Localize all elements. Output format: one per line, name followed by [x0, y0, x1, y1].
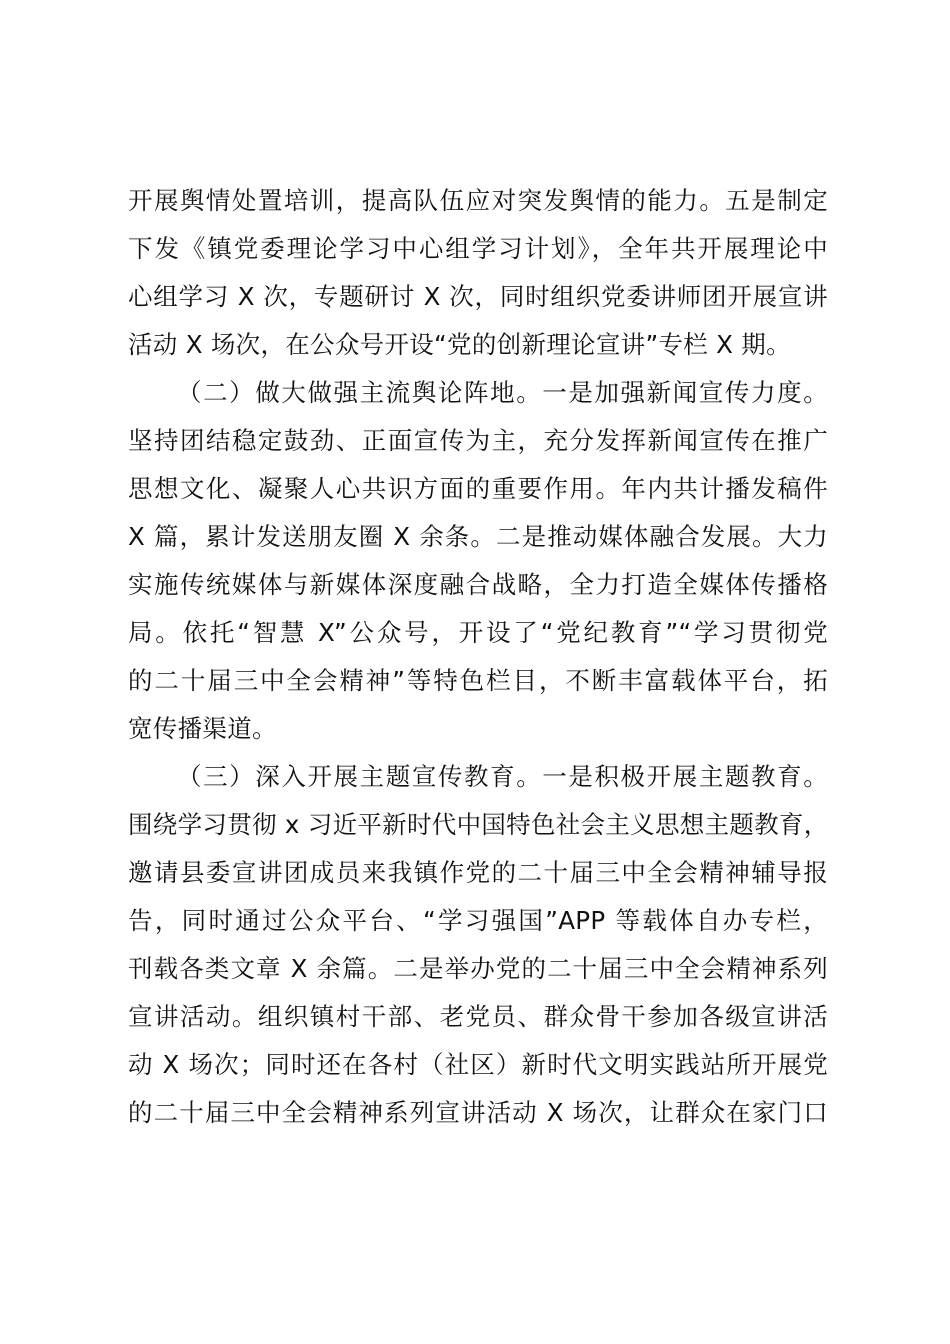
text-line: 刊载各类文章 X 余篇。二是举办党的二十届三中全会精神系列 — [128, 954, 828, 983]
text-line: 告，同时通过公众平台、“学习强国”APP 等载体自办专栏， — [128, 906, 828, 935]
text-line: 宽传播渠道。 — [128, 714, 277, 743]
text-line: 开展舆情处置培训，提高队伍应对突发舆情的能力。五是制定 — [128, 186, 828, 215]
text-line: 局。依托“智慧 X”公众号，开设了“党纪教育”“学习贯彻党 — [128, 618, 828, 647]
text-line: 坚持团结稳定鼓劲、正面宣传为主，充分发挥新闻宣传在推广 — [128, 426, 828, 455]
text-line: 下发《镇党委理论学习中心组学习计划》，全年共开展理论中 — [128, 234, 828, 263]
text-line: 邀请县委宣讲团成员来我镇作党的二十届三中全会精神辅导报 — [128, 858, 828, 887]
text-line: 思想文化、凝聚人心共识方面的重要作用。年内共计播发稿件 — [128, 474, 828, 503]
text-line: 心组学习 X 次，专题研讨 X 次，同时组织党委讲师团开展宣讲 — [128, 282, 828, 311]
text-line: 动 X 场次；同时还在各村（社区）新时代文明实践站所开展党 — [128, 1050, 828, 1079]
section-heading-line: （二）做大做强主流舆论阵地。一是加强新闻宣传力度。 — [177, 378, 828, 407]
text-line: X 篇，累计发送朋友圈 X 余条。二是推动媒体融合发展。大力 — [128, 522, 828, 551]
text-line: 活动 X 场次，在公众号开设“党的创新理论宣讲”专栏 X 期。 — [128, 330, 791, 359]
text-line: 实施传统媒体与新媒体深度融合战略，全力打造全媒体传播格 — [128, 570, 828, 599]
text-line: 围绕学习贯彻 x 习近平新时代中国特色社会主义思想主题教育， — [128, 810, 829, 839]
text-line: 宣讲活动。组织镇村干部、老党员、群众骨干参加各级宣讲活 — [128, 1002, 828, 1031]
text-line: 的二十届三中全会精神”等特色栏目，不断丰富载体平台，拓 — [128, 666, 828, 695]
section-heading-line: （三）深入开展主题宣传教育。一是积极开展主题教育。 — [177, 762, 828, 791]
text-line: 的二十届三中全会精神系列宣讲活动 X 场次，让群众在家门口 — [128, 1098, 828, 1127]
